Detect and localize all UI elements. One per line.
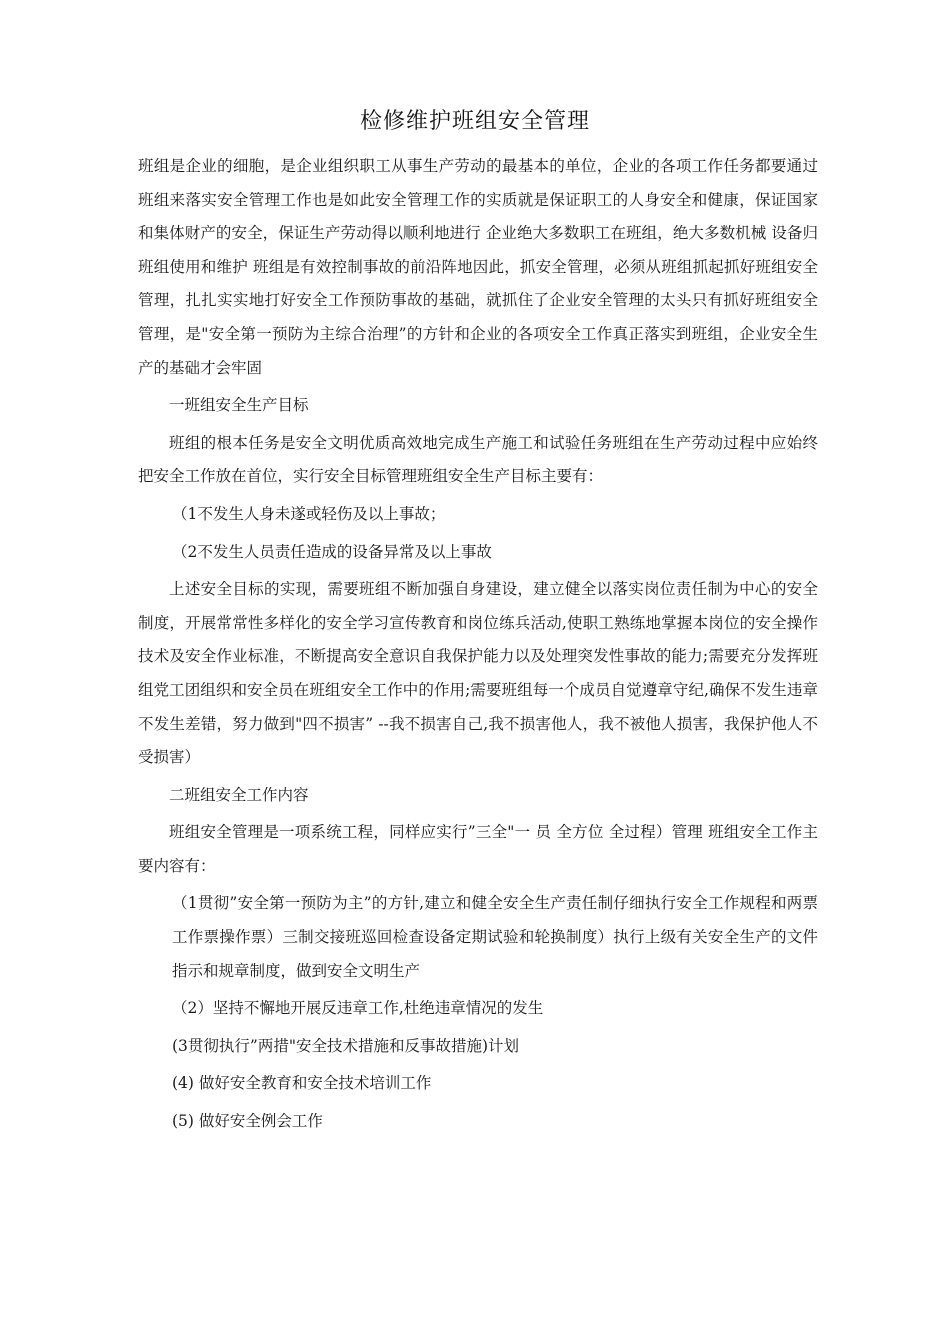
list-item-goal-1: （1不发生人身未遂或轻伤及以上事故； [172, 504, 446, 523]
list-item-content-2: （2）坚持不懈地开展反违章工作,杜绝违章情况的发生 [172, 999, 544, 1018]
list-item-content-1: （1贯彻”安全第一预防为主”的方针,建立和健全安全生产责任制仔细执行安全工作规程和两票工作票操作票）三制交接班巡回检查设备定期试验和轮换制度）执行上级有关安全生产的文件指示和规章制度，做到安全文明生产 [172, 894, 818, 980]
section-heading-2: 二班组安全工作内容 [169, 785, 309, 804]
list-item-content-3: (3贯彻执行”两措"安全技术措施和反事故措施)计划 [172, 1036, 520, 1055]
list-item-goal-2: （2不发生人员责任造成的设备异常及以上事故 [172, 542, 492, 561]
paragraph-work-content: 班组安全管理是一项系统工程，同样应实行”三全"一 员 全方位 全过程）管理 班组安全工作主要内容有： [138, 823, 818, 875]
document-title: 检修维护班组安全管理 [359, 109, 590, 134]
paragraph-intro: 班组是企业的细胞，是企业组织职工从事生产劳动的最基本的单位，企业的各项工作任务都要通过班组来落实安全管理工作也是如此安全管理工作的实质就是保证职工的人身安全和健康，保证国家和集体财产的安全，保证生产劳动得以顺利地进行 企业绝大多数职工在班组，绝大多数机械 设备归班组使用和维护 班组是有效控制事故的前沿阵地因此，抓安全管理，必须从班组抓起抓好班组安全管理，扎扎实实地打好安全工作预防事故的基础，就抓住了企业安全管理的太头只有抓好班组安全管理，是"安全第一预防为主综合治理”的方针和企业的各项安全工作真正落实到班组，企业安全生产的基础才会牢固 [138, 157, 818, 377]
paragraph-goal-implementation: 上述安全目标的实现，需要班组不断加强自身建设，建立健全以落实岗位责任制为中心的安全制度，开展常常性多样化的安全学习宣传教育和岗位练兵活动,使职工熟练地掌握本岗位的安全操作技术及安全作业标准，不断提高安全意识自我保护能力以及处理突发性事故的能力;需要充分发挥班组党工团组织和安全员在班组安全工作中的作用;需要班组每一个成员自觉遵章守纪,确保不发生违章不发生差错，努力做到"四不损害” --我不损害自己,我不损害他人，我不被他人损害，我保护他人不受损害） [138, 580, 818, 767]
paragraph-goal: 班组的根本任务是安全文明优质高效地完成生产施工和试验任务班组在生产劳动过程中应始终把安全工作放在首位，实行安全目标管理班组安全生产目标主要有： [138, 433, 818, 486]
list-item-content-4: (4) 做好安全教育和安全技术培训工作 [172, 1074, 432, 1093]
section-heading-1: 一班组安全生产目标 [169, 396, 309, 415]
document-body [138, 150, 818, 1139]
list-item-content-5: (5) 做好安全例会工作 [172, 1112, 323, 1131]
